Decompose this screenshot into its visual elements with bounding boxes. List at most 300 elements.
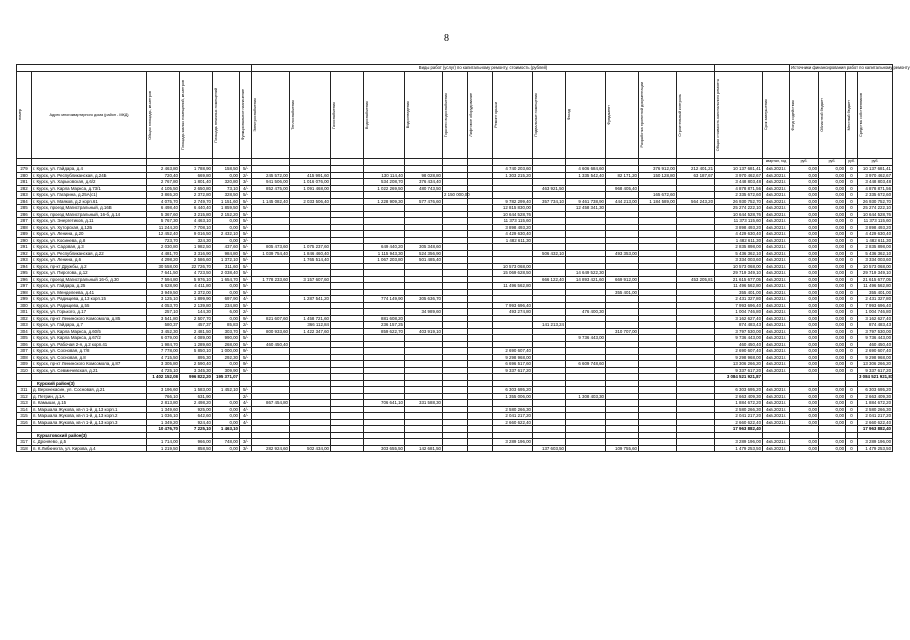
column-header (252, 72, 290, 159)
value-cell: 895,30 (180, 354, 213, 361)
value-cell: 0,00 (790, 400, 819, 407)
value-cell: 0,00 (819, 166, 846, 173)
value-cell: 669 912,00 (606, 276, 639, 283)
value-cell: 805 473,60 (252, 244, 290, 251)
value-cell: 0 (846, 335, 858, 342)
value-cell: 1 859,50 (213, 205, 240, 212)
value-cell: 0 (846, 250, 858, 257)
value-cell: 144,30 (180, 309, 213, 316)
value-cell: 82 171,20 (606, 172, 639, 179)
value-cell: 1 583,00 (180, 387, 213, 394)
value-cell: 0,00 (790, 387, 819, 394)
value-cell: 5/- (240, 335, 252, 342)
value-cell: 4кв.2021г. (763, 315, 790, 322)
value-cell: 0,00 (213, 218, 240, 225)
column-header (566, 72, 606, 159)
value-cell: 2 152,20 (213, 211, 240, 218)
value-cell: 4 725,10 (147, 367, 180, 374)
column-header-label: Средства собственников (859, 93, 864, 137)
address-cell: г. Курск, ул. Республиканская, д.24Б (32, 172, 147, 179)
value-cell: 4 429 630,40 (858, 231, 893, 238)
value-cell: 3 865,20 (147, 192, 180, 199)
column-header (468, 72, 493, 159)
column-header-label: Площадь жилых помещений, кв.метров (181, 80, 185, 150)
value-cell: 4кв.2021г. (763, 406, 790, 413)
value-cell: 3 289 196,00 (858, 439, 893, 446)
value-cell: 4кв.2021г. (763, 445, 790, 452)
value-cell: 2 030,80 (147, 244, 180, 251)
value-cell: 1 022 269,50 (364, 185, 405, 192)
column-header-label: Электроснабжения (253, 98, 257, 132)
value-cell: 0 (846, 185, 858, 192)
value-cell: 1 349,60 (147, 406, 180, 413)
num-cell: 311 (17, 387, 32, 394)
value-cell: 11 373 115,60 (493, 218, 533, 225)
value-cell: 1 000,00 (213, 348, 240, 355)
value-cell: 4кв.2021г. (763, 257, 790, 264)
value-cell: 3 797 530,00 (858, 328, 893, 335)
value-cell: 453 205,81 (677, 276, 715, 283)
num-cell: 284 (17, 198, 32, 205)
value-cell: 1 004 746,80 (715, 309, 763, 316)
value-cell: 0,00 (790, 354, 819, 361)
value-cell: 4кв.2021г. (763, 179, 790, 186)
value-cell: 0 (846, 244, 858, 251)
value-cell: 3 157 607,60 (290, 276, 331, 283)
value-cell: 2/- (240, 393, 252, 400)
address-cell: г. Курск, ул. Ленина, д.6 (32, 257, 147, 264)
value-cell: 2 335 672,60 (715, 192, 763, 199)
address-cell: г. Курск, ул. Радищева, д.13 корп.15 (32, 296, 147, 303)
value-cell: 463 921,50 (533, 185, 566, 192)
num-cell: 296 (17, 276, 32, 283)
value-cell: 2 580 266,30 (858, 406, 893, 413)
value-cell: 1 036,10 (147, 413, 180, 420)
num-cell: 310 (17, 367, 32, 374)
value-cell: 5/- (240, 192, 252, 199)
column-header (677, 72, 715, 159)
value-cell: 0 (846, 198, 858, 205)
value-cell: 4кв.2021г. (763, 296, 790, 303)
value-cell: 4кв.2021г. (763, 276, 790, 283)
value-cell: 10 137 681,41 (858, 166, 893, 173)
value-cell: 0 (846, 296, 858, 303)
value-cell: 1 458 721,60 (290, 315, 331, 322)
value-cell: 0 (846, 218, 858, 225)
value-cell: 1 479 253,50 (715, 445, 763, 452)
value-cell: 1 765 514,40 (290, 257, 331, 264)
value-cell: 2 586,60 (180, 257, 213, 264)
value-cell: 109 755,60 (606, 445, 639, 452)
value-cell: 1 372,10 (213, 257, 240, 264)
address-cell: г. Курск, ул. Карла Маркса, д.67/2 (32, 335, 147, 342)
unit-cell (17, 159, 32, 166)
value-cell: 2 580 266,30 (493, 406, 533, 413)
value-cell: 1 714,00 (147, 439, 180, 446)
address-cell: г. Курск, ул. Ленина, д.20 (32, 231, 147, 238)
value-cell: 4кв.2021г. (763, 237, 790, 244)
value-cell: 0,00 (819, 211, 846, 218)
value-cell: 14 893 421,60 (566, 276, 606, 283)
value-cell: 0 (846, 341, 858, 348)
value-cell: 0,00 (819, 250, 846, 257)
value-cell: 11 373 115,60 (715, 218, 763, 225)
value-cell: 3/- (240, 237, 252, 244)
value-cell: 5/- (240, 387, 252, 394)
value-cell: 0,00 (790, 237, 819, 244)
value-cell: 11 496 562,80 (858, 283, 893, 290)
value-cell: 990,00 (213, 335, 240, 342)
num-cell: 299 (17, 296, 32, 303)
value-cell: 1 308 403,30 (566, 393, 606, 400)
value-cell: 2 690 607,40 (715, 348, 763, 355)
value-cell: 0,00 (790, 211, 819, 218)
column-header-label: Горячего водоснабжения (444, 92, 448, 138)
value-cell: 5/- (240, 367, 252, 374)
value-cell: 0,00 (819, 393, 846, 400)
value-cell: 0,00 (790, 250, 819, 257)
value-cell: 4кв.2021г. (763, 361, 790, 368)
value-cell: 10 573 068,00 (493, 263, 533, 270)
value-cell: 6 440,40 (180, 205, 213, 212)
value-cell: 2 038,40 (213, 270, 240, 277)
value-cell: 1 335 542,40 (566, 172, 606, 179)
value-cell: 0,00 (790, 406, 819, 413)
value-cell: 12 458 341,30 (566, 205, 606, 212)
value-cell: 924,40 (180, 419, 213, 426)
unit-cell (639, 159, 677, 166)
num-cell: 293 (17, 257, 32, 264)
value-cell: 6 303 695,20 (858, 387, 893, 394)
num-cell: 302 (17, 315, 32, 322)
unit-cell (606, 159, 639, 166)
value-cell: 4кв.2021г. (763, 172, 790, 179)
value-cell: 0 (846, 172, 858, 179)
value-cell: 4/- (240, 419, 252, 426)
value-cell: 0,00 (790, 328, 819, 335)
column-header-label: Газоснабжения (332, 101, 336, 129)
value-cell: 2 660 622,40 (858, 419, 893, 426)
value-cell: 1 778 233,60 (252, 276, 290, 283)
column-header (639, 72, 677, 159)
address-cell: г. Курск, пр-кт Ленинского Комсомола, д.85 (32, 315, 147, 322)
value-cell: 1 219,50 (147, 445, 180, 452)
value-cell: 15 069 628,50 (493, 270, 533, 277)
column-header (32, 72, 147, 159)
value-cell: 1 984,70 (147, 341, 180, 348)
value-cell: 2 663 409,30 (858, 393, 893, 400)
value-cell: 311,60 (213, 263, 240, 270)
address-cell: п. Камыши, д.15 (32, 400, 147, 407)
num-cell: 279 (17, 166, 32, 173)
value-cell: 320,80 (213, 179, 240, 186)
value-cell: 649 440,20 (364, 244, 405, 251)
value-cell: 4 740 203,60 (493, 166, 533, 173)
column-header-label: Теплоснабжения (291, 100, 295, 130)
value-cell: 0,00 (213, 224, 240, 231)
num-cell: 289 (17, 231, 32, 238)
value-cell: 3 334 003,60 (715, 257, 763, 264)
value-cell: 366 112,84 (290, 322, 331, 329)
value-cell: 2 660 622,40 (715, 419, 763, 426)
value-cell: 324,30 (180, 237, 213, 244)
value-cell: 5 628,90 (147, 283, 180, 290)
value-cell: 13 306 266,20 (858, 361, 893, 368)
value-cell: 1 016 076,00 (290, 179, 331, 186)
value-cell: 852 475,00 (252, 185, 290, 192)
value-cell: 9 298 968,00 (493, 354, 533, 361)
value-cell: 0,00 (790, 309, 819, 316)
value-cell: 7 993 696,40 (858, 302, 893, 309)
value-cell: 2 690 607,40 (858, 348, 893, 355)
value-cell: 2 767,80 (147, 179, 180, 186)
value-cell: 2 041 217,20 (715, 413, 763, 420)
value-cell: 17 963 882,40 (858, 426, 893, 433)
value-cell: 1 075 237,60 (290, 244, 331, 251)
unit-cell (364, 159, 405, 166)
value-cell: 2 749,70 (180, 198, 213, 205)
num-cell: 286 (17, 211, 32, 218)
address-cell: г. Курск, ул. Радищева, д.55 (32, 302, 147, 309)
value-cell: 195 371,07 (213, 374, 240, 381)
unit-cell (468, 159, 493, 166)
value-cell: 666 122,40 (533, 276, 566, 283)
value-cell: 3 898 493,20 (493, 224, 533, 231)
value-cell: 2 507,70 (180, 315, 213, 322)
value-cell: 444 213,00 (606, 198, 639, 205)
value-cell: 3 970 462,67 (715, 172, 763, 179)
column-header-label: Строительный контроль (678, 93, 682, 137)
column-header (790, 72, 819, 159)
value-cell: 63 187,67 (677, 172, 715, 179)
value-cell: 706 641,10 (364, 400, 405, 407)
value-cell: 0 (846, 289, 858, 296)
value-cell: 4кв.2021г. (763, 302, 790, 309)
value-cell: 4/- (240, 406, 252, 413)
value-cell: 1 884 672,20 (858, 400, 893, 407)
value-cell: 4кв.2021г. (763, 244, 790, 251)
address-cell: п. Маршала Жукова, кв-л 1-й, д.13 корп.2 (32, 413, 147, 420)
value-cell: 0,00 (790, 276, 819, 283)
value-cell: 631,90 (180, 393, 213, 400)
value-cell: 4кв.2021г. (763, 413, 790, 420)
value-cell: 0,00 (819, 322, 846, 329)
value-cell: 0,00 (819, 198, 846, 205)
value-cell: 3 289 196,00 (715, 439, 763, 446)
value-cell: 0,00 (790, 179, 819, 186)
num-cell: 315 (17, 413, 32, 420)
value-cell: 5/- (240, 257, 252, 264)
column-header-label: Фасад (567, 109, 571, 121)
value-cell: 968 405,40 (606, 185, 639, 192)
value-cell: 3 084 521 921,87 (715, 374, 763, 381)
value-cell: 0,00 (213, 445, 240, 452)
value-cell: 1 402 152,08 (147, 374, 180, 381)
value-cell: 5/- (240, 198, 252, 205)
address-cell: г. Курск, ул. Гайдара, д.25 (32, 283, 147, 290)
value-cell: 0 (846, 237, 858, 244)
value-cell: 1 039 754,40 (252, 250, 290, 257)
value-cell: 0,00 (213, 172, 240, 179)
value-cell: 0 (846, 387, 858, 394)
value-cell: 130 114,40 (364, 172, 405, 179)
value-cell: 3 448 803,48 (858, 179, 893, 186)
unit-cell: квартал, год (763, 159, 790, 166)
value-cell: 331 588,30 (405, 400, 443, 407)
value-cell: 3 334 003,60 (858, 257, 893, 264)
value-cell: 0 (846, 413, 858, 420)
value-cell: 1 151,60 (213, 198, 240, 205)
address-cell: г. Курск, ул. Гагарина, д.25А(с1) (32, 192, 147, 199)
value-cell: 0 (846, 348, 858, 355)
value-cell: 460 450,40 (252, 341, 290, 348)
value-cell: 1 482 611,30 (858, 237, 893, 244)
value-cell: 506 432,10 (533, 250, 566, 257)
value-cell: 0,00 (790, 263, 819, 270)
unit-cell: руб. (790, 159, 819, 166)
value-cell: 0,00 (819, 172, 846, 179)
value-cell (639, 445, 677, 452)
value-cell: 10 573 068,00 (858, 263, 893, 270)
value-cell: 3 162 627,40 (715, 315, 763, 322)
value-cell: 0,00 (819, 341, 846, 348)
value-cell: 0,00 (819, 400, 846, 407)
column-header-label: номер (18, 109, 22, 121)
value-cell: 5 976,10 (180, 276, 213, 283)
address-cell: г. Курск, пр-кт Ленинского Комсомола, д.87 (32, 361, 147, 368)
value-cell: 9 016,50 (180, 231, 213, 238)
num-cell: 317 (17, 439, 32, 446)
value-cell (493, 445, 533, 452)
value-cell: 0,00 (790, 302, 819, 309)
value-cell: 4/- (240, 400, 252, 407)
value-cell: 25 274 222,10 (715, 205, 763, 212)
value-cell: 0,00 (213, 237, 240, 244)
value-cell: 5/- (240, 270, 252, 277)
column-header-label: Фонд содействия (791, 99, 796, 131)
value-cell: 0,00 (790, 172, 819, 179)
value-cell: 0,00 (819, 367, 846, 374)
num-cell: 307 (17, 348, 32, 355)
value-cell: 5/- (240, 263, 252, 270)
value-cell: 0,00 (819, 419, 846, 426)
value-cell: 4кв.2021г. (763, 198, 790, 205)
table-row (17, 445, 893, 452)
value-cell: 4/- (240, 185, 252, 192)
value-cell: 282 924,60 (252, 445, 290, 452)
address-cell: д. Петрин, д.1А (32, 393, 147, 400)
value-cell: 774 149,90 (364, 296, 405, 303)
column-header (240, 72, 252, 159)
value-cell: 0,00 (790, 218, 819, 225)
value-cell: 720,40 (147, 172, 180, 179)
value-cell: 3/- (240, 439, 252, 446)
address-cell: г. Курск, ул. Менделеева, д.41 (32, 289, 147, 296)
column-header-label: Адрес многоквартирного дома (район - МКД) (49, 112, 129, 117)
value-cell: 0,00 (790, 335, 819, 342)
value-cell: 4кв.2021г. (763, 185, 790, 192)
value-cell: 0,00 (819, 231, 846, 238)
value-cell: 1 482 611,30 (715, 237, 763, 244)
value-cell: 29 719 349,10 (858, 270, 893, 277)
value-cell: 966,00 (180, 439, 213, 446)
value-cell: 4кв.2021г. (763, 400, 790, 407)
value-cell: 0 (846, 309, 858, 316)
value-cell: 12 815 830,00 (493, 205, 533, 212)
address-cell: г. Курск, ул. Севмичевская, д.21 (32, 367, 147, 374)
value-cell: 2 432,10 (213, 231, 240, 238)
value-cell: 0 (846, 205, 858, 212)
column-header-label: Водоснабжения (365, 100, 369, 130)
column-header (858, 72, 893, 159)
value-cell: 3 970 462,67 (858, 172, 893, 179)
value-cell: 4 429 630,40 (715, 231, 763, 238)
value-cell: 0 (846, 224, 858, 231)
value-cell: 3 196,60 (147, 387, 180, 394)
value-cell: 12 452,40 (147, 231, 180, 238)
num-cell: 287 (17, 218, 32, 225)
value-cell: 0,00 (819, 218, 846, 225)
num-cell: 285 (17, 205, 32, 212)
value-cell: 577 476,60 (405, 198, 443, 205)
value-cell: 0,00 (819, 192, 846, 199)
value-cell: 4кв.2021г. (763, 348, 790, 355)
value-cell: 1 349,20 (147, 419, 180, 426)
address-cell: г. Курск, проезд Магистральный 16-б, д.30 (32, 276, 147, 283)
value-cell: 1 482 611,30 (493, 237, 533, 244)
value-cell: 4кв.2021г. (763, 218, 790, 225)
column-header-label: Областной бюджет (820, 98, 825, 132)
value-cell: 0 (846, 302, 858, 309)
value-cell: 874 483,43 (858, 322, 893, 329)
value-cell: 9 298 968,00 (715, 354, 763, 361)
value-cell: 0 (846, 419, 858, 426)
value-cell: 5/- (240, 231, 252, 238)
address-cell: г. Курск, ул. Республиканская, д.22 (32, 250, 147, 257)
capital-repair-table-sheet (16, 64, 910, 595)
value-cell: 1 846 460,40 (290, 250, 331, 257)
value-cell: 0,00 (790, 348, 819, 355)
column-header-label: Подвальные помещения (534, 93, 538, 137)
value-cell: 493 353,00 (606, 250, 639, 257)
value-cell: 21 615 677,05 (858, 276, 893, 283)
value-cell: 0 (846, 361, 858, 368)
value-cell: 4кв.2021г. (763, 205, 790, 212)
value-cell: 6,00 (213, 309, 240, 316)
value-cell: 0 (846, 192, 858, 199)
num-cell: 280 (17, 172, 32, 179)
value-cell (331, 445, 364, 452)
unit-cell (180, 159, 213, 166)
unit-cell (32, 159, 147, 166)
value-cell: 524 356,90 (405, 250, 443, 257)
address-cell: г. Курск, ул. Садовая, д.3 (32, 244, 147, 251)
address-cell: г. Курск, ул. Харьковская, д.6/2 (32, 179, 147, 186)
num-cell: 300 (17, 302, 32, 309)
value-cell: 4 723,50 (180, 270, 213, 277)
value-cell: 0,00 (790, 413, 819, 420)
column-header (443, 72, 468, 159)
value-cell: 821 607,60 (252, 315, 290, 322)
value-cell: 5 436 362,10 (715, 250, 763, 257)
value-cell: 357 734,10 (533, 198, 566, 205)
value-cell (443, 445, 468, 452)
value-cell: 4кв.2021г. (763, 224, 790, 231)
value-cell: 6 303 695,20 (715, 387, 763, 394)
value-cell: 7 708,10 (180, 224, 213, 231)
column-header-label: Функциональное назначение (241, 89, 245, 141)
column-header-label: Срок завершения (764, 99, 769, 131)
